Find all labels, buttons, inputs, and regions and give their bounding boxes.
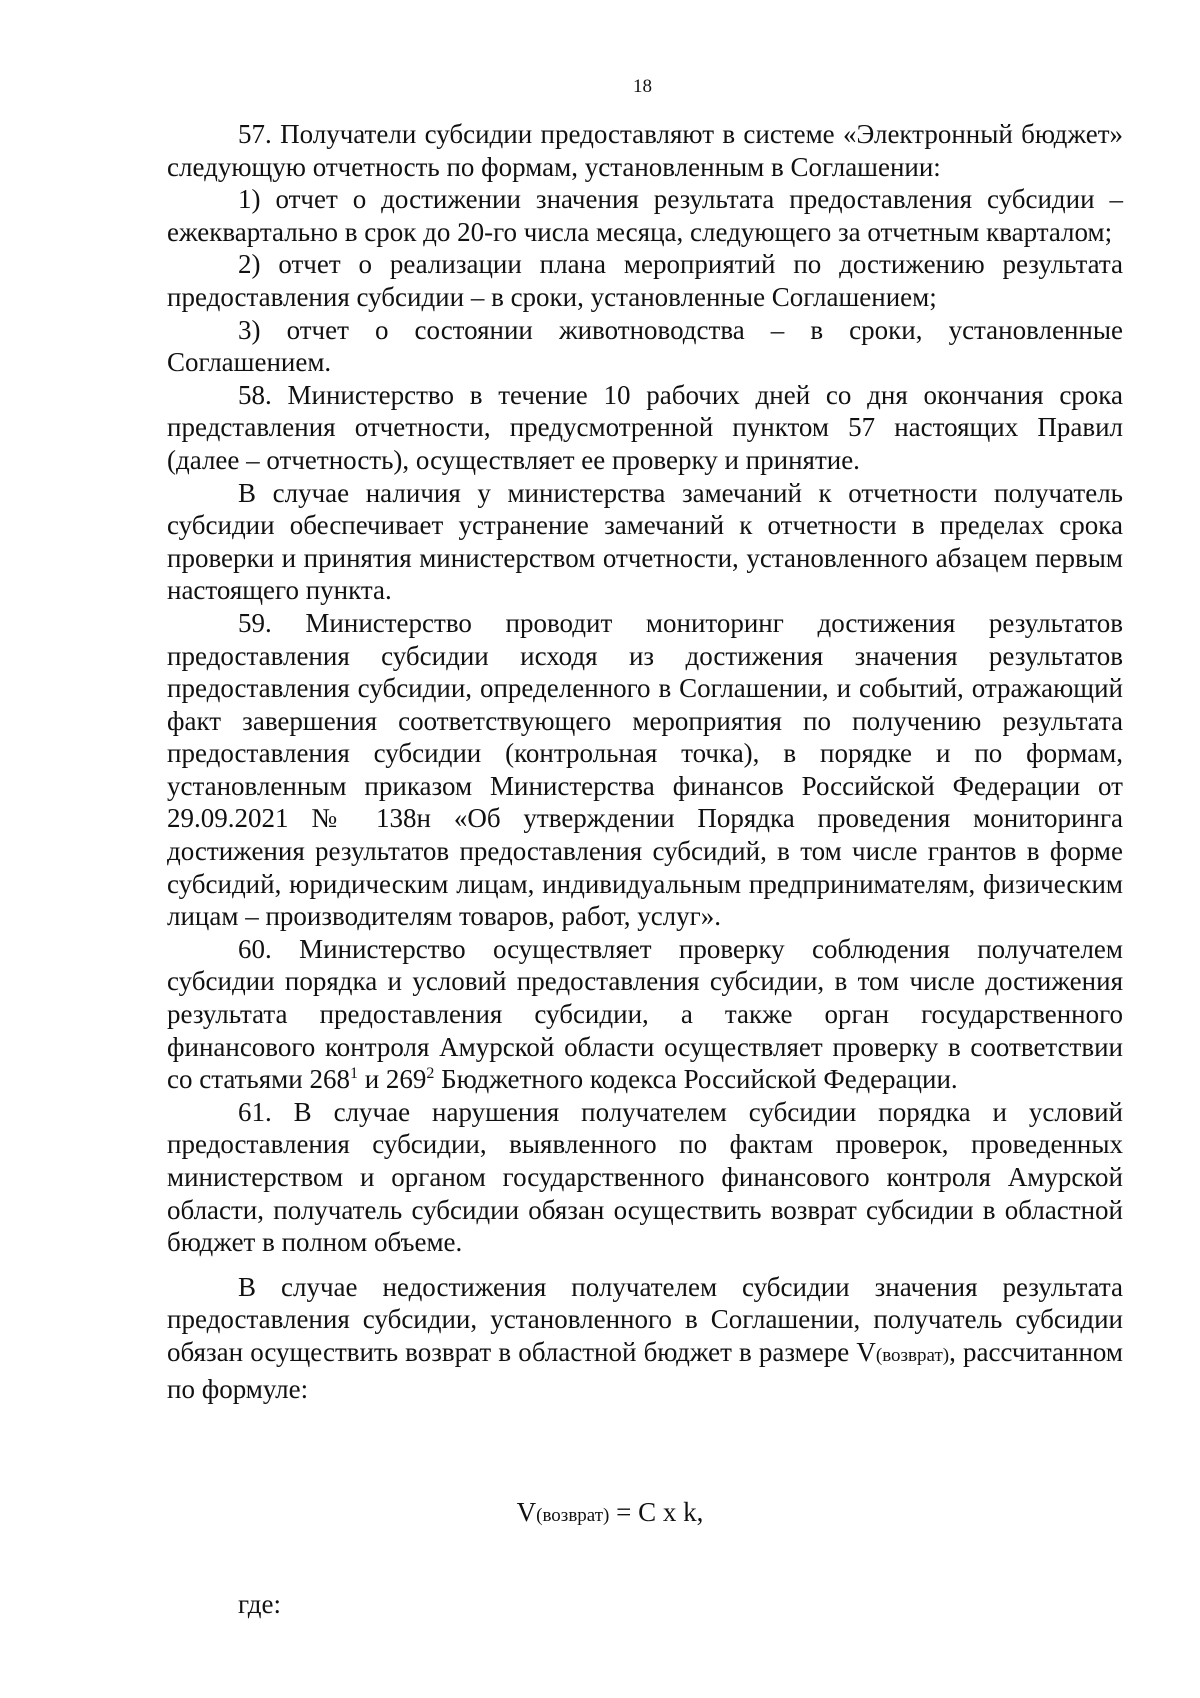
- formula-subscript: (возврат): [536, 1505, 610, 1526]
- page-number: 18: [633, 76, 652, 97]
- paragraph-60-text-3: Бюджетного кодекса Российской Федерации.: [434, 1064, 958, 1095]
- superscript-1: 1: [349, 1065, 358, 1083]
- where-label: где:: [238, 1589, 281, 1619]
- return-formula: [0, 1497, 1200, 1528]
- paragraph-57-item-2: 2) отчет о реализации плана мероприятий по достижению результата предоставления субсидии – в сроки, установленные Соглашением;: [167, 249, 1123, 312]
- subscript-return: (возврат): [875, 1344, 950, 1366]
- paragraph-60-text-1: 60. Министерство осуществляет проверку соблюдения получателем субсидии порядка и условий предоставления субсидии, в том числе достижения результата предоставления субсидии, а также орган государственного финансового контроля Амурской области осуществляет проверку в соответствии со статьями 268: [167, 933, 1123, 1095]
- paragraph-59: 59. Министерство проводит мониторинг достижения результатов предоставления субсидии исходя из достижения значения результатов предоставления субсидии, определенного в Соглашении, и событий, отражающий факт завершения соответствующего мероприятия по получению результата предоставления субсидии (контрольная точка), в порядке и по формам, установленным приказом Министерства финансов Российской Федерации от 29.09.2021 № 138н «Об утверждении Порядка проведения мониторинга достижения результатов предоставления субсидий, в том числе грантов в форме субсидий, юридическим лицам, индивидуальным предпринимателям, физическим лицам – производителям товаров, работ, услуг».: [167, 607, 1123, 932]
- paragraph-61-part-2-text: В случае недостижения получателем субсидии значения результата предоставления субсидии, установленного в Соглашении, получатель субсидии обязан осуществить возврат в областной бюджет в размере V: [167, 1271, 1123, 1367]
- formula-rest: = C x k,: [609, 1497, 704, 1527]
- paragraph-61-part-2-tail: , рассчитанном по формуле:: [167, 1336, 1123, 1404]
- paragraph-57-item-3: 3) отчет о состоянии животноводства – в сроки, установленные Соглашением.: [167, 314, 1123, 378]
- paragraph-58: 58. Министерство в течение 10 рабочих дней со дня окончания срока представления отчетности, предусмотренной пунктом 57 настоящих Правил (далее – отчетность), осуществляет ее проверку и принятие.: [167, 379, 1123, 475]
- paragraph-57-item-1: 1) отчет о достижении значения результата предоставления субсидии – ежеквартально в срок до 20-го числа месяца, следующего за отчетным кварталом;: [167, 184, 1123, 247]
- paragraph-61-part-2: [167, 1271, 1123, 1405]
- paragraph-60: [167, 933, 1123, 1096]
- superscript-2: 2: [426, 1065, 435, 1083]
- paragraph-61: 61. В случае нарушения получателем субсидии порядка и условий предоставления субсидии, выявленного по фактам проверок, проведенных министерством и органом государственного финансового контроля Амурской области, получатель субсидии обязан осуществить возврат субсидии в областной бюджет в полном объеме.: [167, 1096, 1123, 1258]
- paragraph-58-part-2: В случае наличия у министерства замечаний к отчетности получатель субсидии обеспечивает устранение замечаний к отчетности в пределах срока проверки и принятия министерством отчетности, установленного абзацем первым настоящего пункта.: [167, 477, 1123, 606]
- document-body: [167, 118, 1123, 1405]
- formula-v: V: [516, 1497, 537, 1527]
- paragraph-57: 57. Получатели субсидии предоставляют в системе «Электронный бюджет» следующую отчетность по формам, установленным в Соглашении:: [167, 119, 1123, 182]
- paragraph-60-text-2: и 269: [357, 1064, 427, 1095]
